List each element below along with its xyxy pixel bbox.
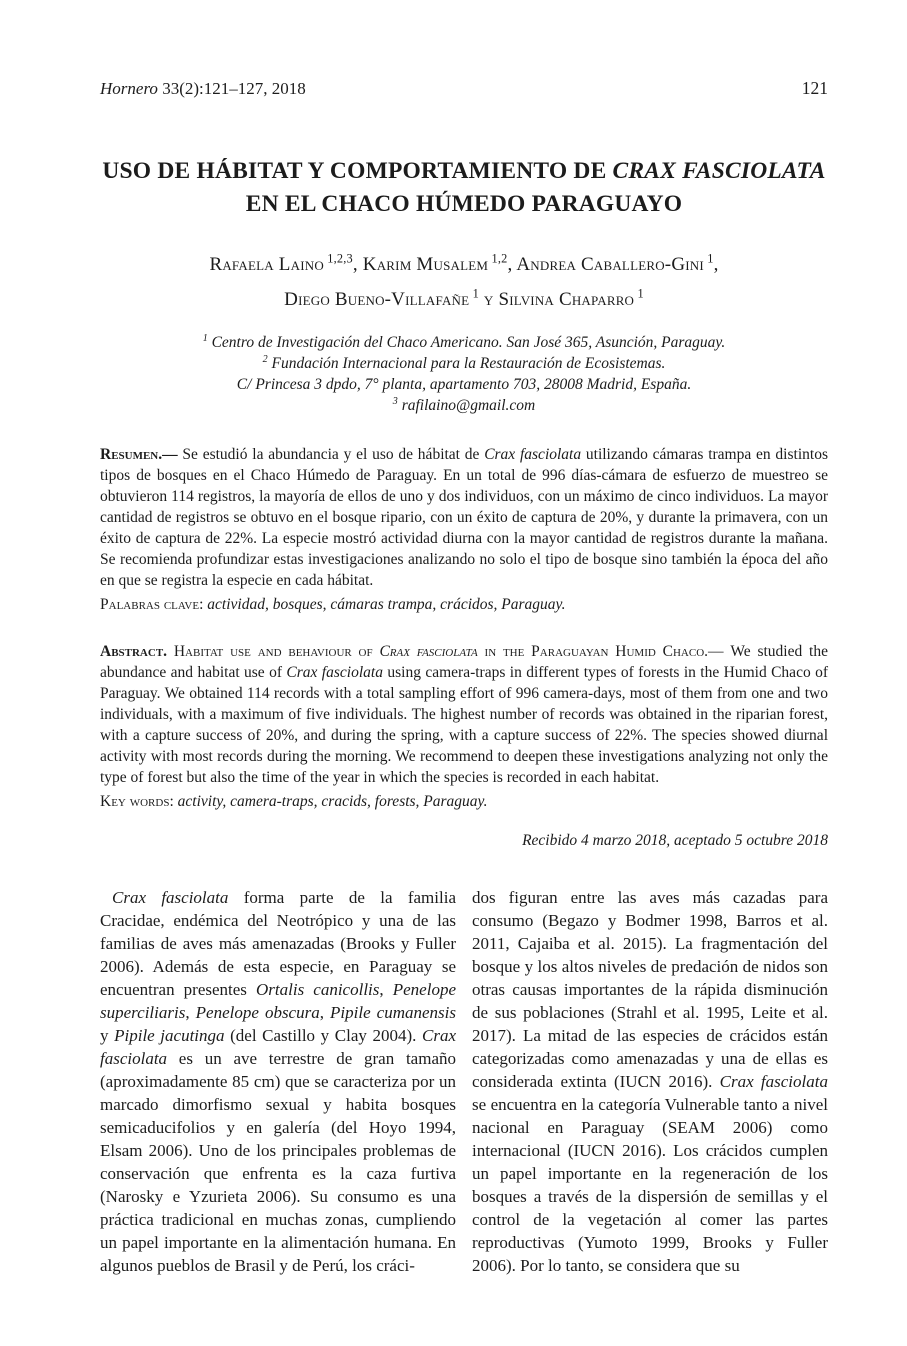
- body-column-right: dos figuran entre las aves más cazadas para consumo (Begazo y Bodmer 1998, Barros et al. 2011, Cajaiba et al. 2015). La fragmentación del bosque y los altos niveles de predación de nidos son otras causas importantes de la rápida disminución de sus poblaciones (Strahl et al. 1995, Leite et al. 2017). La mitad de las especies de crácidos están categorizadas como amenazadas y una de ellas es considerada extinta (IUCN 2016). Crax fasciolata se encuentra en la categoría Vulnerable tanto a nivel nacional en Paraguay (SEAM 2006) como internacional (IUCN 2016). Los crácidos cumplen un papel importante en la regeneración de los bosques a través de la dispersión de semillas y el control de la vegetación al comer las partes reproductivas (Yumoto 1999, Brooks y Fuller 2006). Por lo tanto, se considera que su: [472, 887, 828, 1275]
- author-line: Rafaela Laino $^{1,2,3}$, Karim Musalem $^{1,2}$, Andrea Caballero-Gini $^1$,: [209, 251, 719, 276]
- received-accepted-note: Recibido 4 marzo 2018, aceptado 5 octubre 2018: [522, 831, 828, 849]
- resumen-paragraph: Resumen.— Se estudió la abundancia y el uso de hábitat de Crax fasciolata utilizando cámaras trampa en distintos tipos de bosques en el Chaco Húmedo de Paraguay. En un total de 996 días-cámara de esfuerzo de muestreo se obtuvieron 114 registros, la mayoría de ellos de uno y dos individuos, con un máximo de cinco individuos. La mayor cantidad de registros se obtuvo en el bosque ripario, con un éxito de captura de 20%, y durante la primavera, con un éxito de captura de 22%. La especie mostró actividad diurna con la mayor cantidad de registros durante la mañana. Se recomienda profundizar estas investigaciones analizando no solo el tipo de bosque sino también la época del año en que se registra la especie en cada hábitat.: [100, 445, 828, 589]
- affiliation-line: $^2$ Fundación Internacional para la Restauración de Ecosistemas.: [262, 353, 666, 372]
- body-column-left: Crax fasciolata forma parte de la familia Cracidae, endémica del Neotrópico y una de las familias de aves más amenazadas (Brooks y Fuller 2006). Además de esta especie, en Paraguay se encuentran presentes Ortalis canicollis, Penelope superciliaris, Penelope obscura, Pipile cumanensis y Pipile jacutinga (del Castillo y Clay 2004). Crax fasciolata es un ave terrestre de gran tamaño (aproximadamente 85 cm) que se caracteriza por un marcado dimorfismo sexual y habita bosques semicaducifolios y en galería (del Hoyo 1994, Elsam 2006). Uno de los principales problemas de conservación que enfrenta es la caza furtiva (Narosky e Yzurieta 2006). Su consumo es una práctica tradicional en muchas zonas, cumpliendo un papel importante en la alimentación humana. En algunos pueblos de Brasil y de Perú, los cráci-: [100, 887, 457, 1275]
- abstract-paragraph: Abstract. Habitat use and behaviour of Crax fasciolata in the Paraguayan Humid Chaco.— We studied the abundance and habitat use of Crax fasciolata using camera-traps in different types of forests in the Humid Chaco of Paraguay. We obtained 114 records with a total sampling effort of 996 camera-days, most of them from one and two individuals, with a maximum of five individuals. The highest number of records was obtained in the riparian forest, with a capture success of 20%, and during the spring, with a capture success of 22%. The species showed diurnal activity with most records during the morning. We recommend to deepen these investigations analyzing not only the type of forest but also the time of the year in which the species is recorded in each habitat.: [100, 642, 829, 786]
- affiliations: [100, 332, 828, 416]
- author-list: [100, 247, 828, 317]
- page-number: 121: [801, 78, 828, 98]
- article-title-line2: EN EL CHACO HÚMEDO PARAGUAYO: [245, 190, 683, 217]
- affiliation-email-line: $^3$ rafilaino@gmail.com: [392, 395, 536, 414]
- palabras-clave-line: Palabras clave: actividad, bosques, cámaras trampa, crácidos, Paraguay.: [100, 595, 566, 613]
- page-header: [100, 78, 828, 99]
- article-title: [100, 155, 828, 220]
- affiliation-line: $^1$ Centro de Investigación del Chaco Americano. San José 365, Asunción, Paraguay.: [202, 332, 726, 351]
- key-words-line: Key words: activity, camera-traps, cracids, forests, Paraguay.: [100, 792, 488, 810]
- affiliation-line: C/ Princesa 3 dpdo, 7° planta, apartamento 703, 28008 Madrid, España.: [236, 375, 692, 393]
- article-title-line1: USO DE HÁBITAT Y COMPORTAMIENTO DE CRAX FASCIOLATA: [102, 158, 826, 185]
- body-columns: [100, 886, 828, 1277]
- author-line: Diego Bueno-Villafañe $^1$ y Silvina Chaparro $^1$: [284, 287, 644, 311]
- journal-citation: Hornero 33(2):121–127, 2018: [100, 79, 306, 98]
